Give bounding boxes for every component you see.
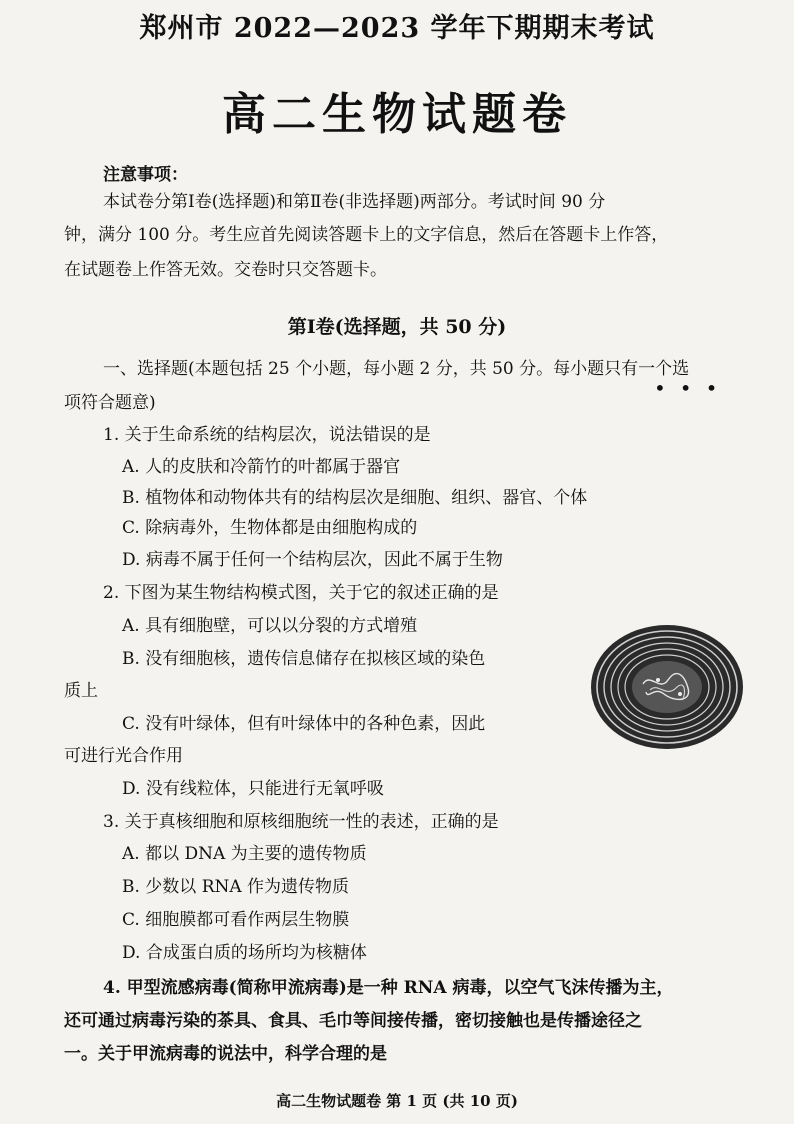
- notice-heading: 注意事项：: [103, 165, 188, 185]
- question-4-stem-line: 还可通过病毒污染的茶具、食具、毛巾等间接传播，密切接触也是传播途径之: [64, 1011, 642, 1031]
- notice-line: 本试卷分第Ⅰ卷(选择题)和第Ⅱ卷(非选择题)两部分。考试时间 90 分: [103, 192, 606, 212]
- question-3-stem: 3. 关于真核细胞和原核细胞统一性的表述，正确的是: [103, 812, 499, 832]
- question-2-option-c: C. 没有叶绿体，但有叶绿体中的各种色素，因此: [122, 714, 486, 734]
- question-2-option-b: B. 没有细胞核，遗传信息储存在拟核区域的染色: [122, 649, 486, 669]
- exam-title: 郑州市 2022—2023 学年下期期末考试: [139, 13, 655, 44]
- page-footer: 高二生物试题卷 第 1 页 (共 10 页): [276, 1092, 518, 1110]
- question-1-option-a: A. 人的皮肤和冷箭竹的叶都属于器官: [122, 457, 401, 477]
- question-3-option-c: C. 细胞膜都可看作两层生物膜: [122, 910, 350, 930]
- question-1-option-d: D. 病毒不属于任何一个结构层次，因此不属于生物: [122, 550, 503, 570]
- question-1-stem: 1. 关于生命系统的结构层次，说法错误的是: [103, 425, 431, 445]
- question-2-stem: 2. 下图为某生物结构模式图，关于它的叙述正确的是: [103, 583, 499, 603]
- emphasis-dots: •••: [654, 376, 732, 400]
- question-4-stem-line: 一。关于甲流病毒的说法中，科学合理的是: [64, 1044, 387, 1064]
- question-3-option-d: D. 合成蛋白质的场所均为核糖体: [122, 943, 367, 963]
- question-3-option-b: B. 少数以 RNA 作为遗传物质: [122, 877, 350, 897]
- question-3-option-a: A. 都以 DNA 为主要的遗传物质: [122, 844, 367, 864]
- question-2-option-c-cont: 可进行光合作用: [64, 746, 183, 766]
- section-intro-line: 项符合题意): [64, 393, 156, 413]
- question-1-option-b: B. 植物体和动物体共有的结构层次是细胞、组织、器官、个体: [122, 488, 588, 508]
- notice-line: 钟，满分 100 分。考生应首先阅读答题卡上的文字信息，然后在答题卡上作答，: [64, 225, 669, 245]
- notice-line: 在试题卷上作答无效。交卷时只交答题卡。: [64, 260, 387, 280]
- section-title: 第Ⅰ卷(选择题，共 50 分): [287, 316, 507, 338]
- question-1-option-c: C. 除病毒外，生物体都是由细胞构成的: [122, 518, 418, 538]
- paper-title: 高二生物试题卷: [222, 89, 572, 140]
- question-4-stem-line: 4. 甲型流感病毒(简称甲流病毒)是一种 RNA 病毒，以空气飞沫传播为主，: [103, 978, 674, 998]
- question-2-option-b-cont: 质上: [64, 681, 98, 701]
- question-2-option-a: A. 具有细胞壁，可以以分裂的方式增殖: [122, 616, 418, 636]
- cell-structure-figure: [588, 622, 746, 752]
- question-2-option-d: D. 没有线粒体，只能进行无氧呼吸: [122, 779, 384, 799]
- section-intro-line: 一、选择题(本题包括 25 个小题，每小题 2 分，共 50 分。每小题只有一个选: [103, 359, 690, 379]
